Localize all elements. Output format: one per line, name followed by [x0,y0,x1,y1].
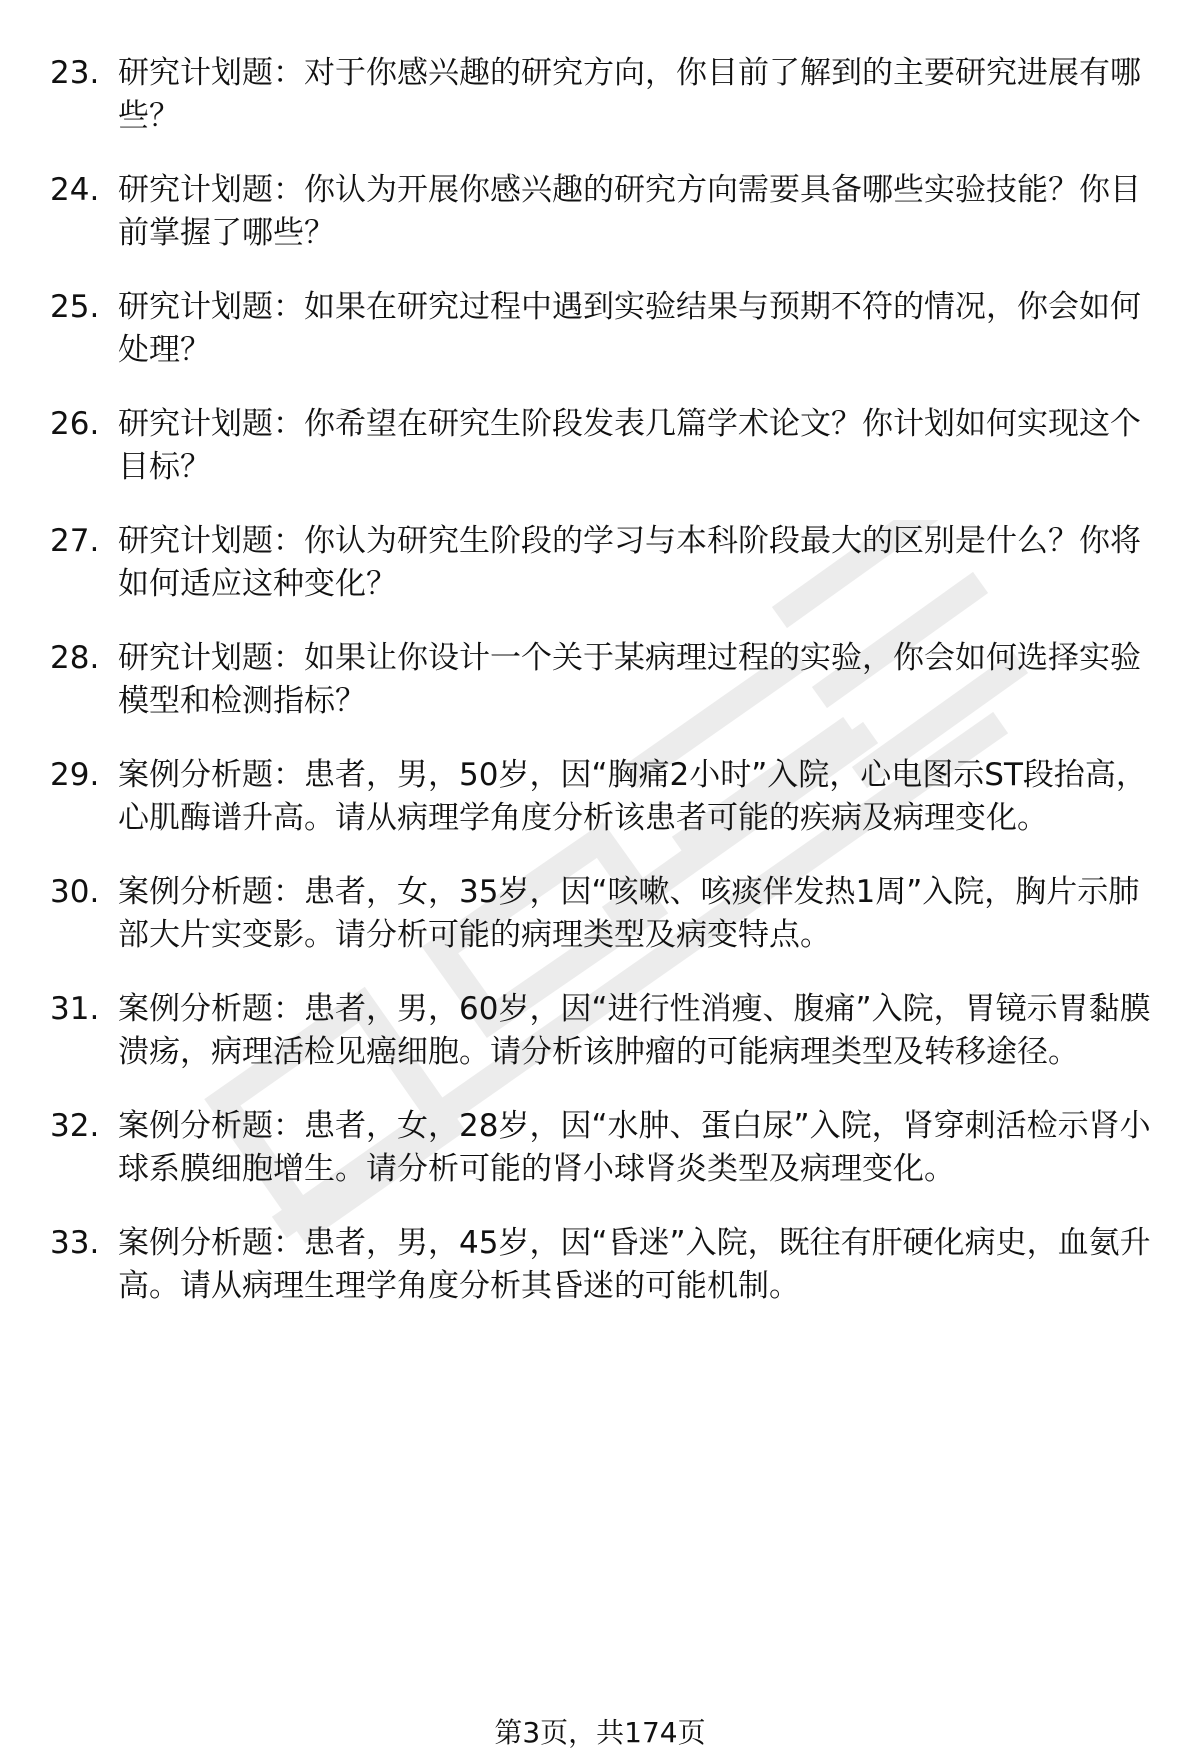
question-text: 研究计划题：你认为研究生阶段的学习与本科阶段最大的区别是什么？你将如何适应这种变化？ [118,523,1141,602]
question-number: 30. [50,874,100,910]
question-item [50,1105,1160,1191]
question-text: 案例分析题：患者，男，50岁，因“胸痛2小时”入院，心电图示ST段抬高，心肌酶谱升高。请从病理学角度分析该患者可能的疾病及病理变化。 [118,757,1147,836]
page-number-label: 第3页，共174页 [494,1716,706,1749]
question-item [50,637,1160,723]
question-text: 研究计划题：如果让你设计一个关于某病理过程的实验，你会如何选择实验模型和检测指标？ [118,640,1141,719]
question-text: 研究计划题：对于你感兴趣的研究方向，你目前了解到的主要研究进展有哪些？ [118,55,1141,134]
question-text: 研究计划题：你希望在研究生阶段发表几篇学术论文？你计划如何实现这个目标？ [118,406,1141,485]
question-number: 31. [50,991,100,1027]
question-item [50,169,1160,255]
question-text: 案例分析题：患者，男，60岁，因“进行性消瘦、腹痛”入院，胃镜示胃黏膜溃疡，病理活检见癌细胞。请分析该肿瘤的可能病理类型及转移途径。 [118,991,1151,1070]
question-item [50,988,1160,1074]
question-number: 23. [50,55,100,91]
question-text: 案例分析题：患者，男，45岁，因“昏迷”入院，既往有肝硬化病史，血氨升高。请从病理生理学角度分析其昏迷的可能机制。 [118,1225,1151,1304]
question-list [50,52,1160,1308]
question-item [50,286,1160,372]
question-text: 研究计划题：你认为开展你感兴趣的研究方向需要具备哪些实验技能？你目前掌握了哪些？ [118,172,1141,251]
question-text: 案例分析题：患者，女，35岁，因“咳嗽、咳痰伴发热1周”入院，胸片示肺部大片实变影。请分析可能的病理类型及病变特点。 [118,874,1140,953]
question-item [50,520,1160,606]
question-item [50,52,1160,138]
question-number: 27. [50,523,100,559]
question-number: 33. [50,1225,100,1261]
question-item [50,754,1160,840]
question-number: 28. [50,640,100,676]
question-text: 案例分析题：患者，女，28岁，因“水肿、蛋白尿”入院，肾穿刺活检示肾小球系膜细胞增生。请分析可能的肾小球肾炎类型及病理变化。 [118,1108,1151,1187]
question-number: 26. [50,406,100,442]
question-item [50,403,1160,489]
page-footer [0,1716,1200,1750]
question-number: 32. [50,1108,100,1144]
question-text: 研究计划题：如果在研究过程中遇到实验结果与预期不符的情况，你会如何处理？ [118,289,1141,368]
question-number: 29. [50,757,100,793]
question-item [50,1222,1160,1308]
question-number: 25. [50,289,100,325]
question-number: 24. [50,172,100,208]
question-item [50,871,1160,957]
